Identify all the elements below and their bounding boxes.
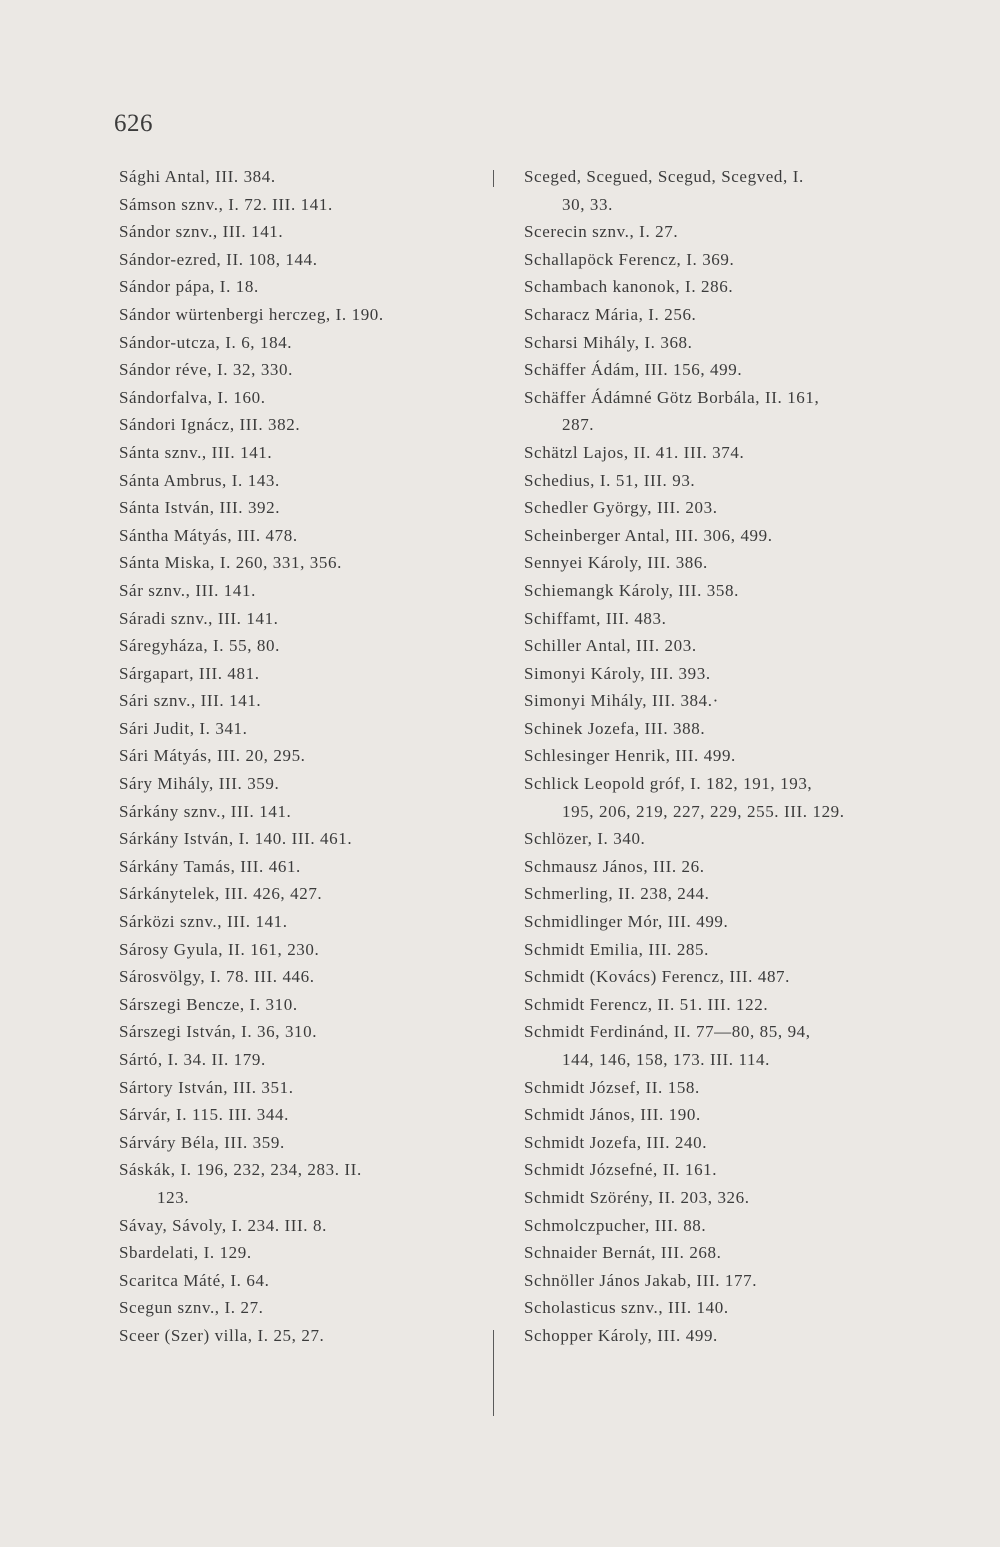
index-entry: Scaritca Máté, I. 64.: [119, 1270, 270, 1290]
index-entry: Sárváry Béla, III. 359.: [119, 1132, 285, 1152]
index-entry: Schätzl Lajos, II. 41. III. 374.: [524, 442, 745, 462]
index-entry: Sárközi sznv., III. 141.: [119, 912, 288, 932]
page-number: 626: [114, 110, 153, 137]
index-column-left: [119, 163, 489, 1350]
index-entry: Schmidt Ferencz, II. 51. III. 122.: [524, 994, 769, 1014]
index-entry: Schmidt (Kovács) Ferencz, III. 487.: [524, 967, 791, 987]
index-entry: Sárszegi István, I. 36, 310.: [119, 1022, 318, 1042]
index-entry: Schedler György, III. 203.: [524, 498, 718, 518]
index-entry: Sándor réve, I. 32, 330.: [119, 360, 293, 380]
index-entry: Simonyi Mihály, III. 384.·: [524, 691, 719, 711]
index-entry: Sárkánytelek, III. 426, 427.: [119, 884, 323, 904]
index-entry: Sándorfalva, I. 160.: [119, 387, 266, 407]
index-entry: Sári sznv., III. 141.: [119, 691, 262, 711]
index-entry: Sári Judit, I. 341.: [119, 718, 248, 738]
index-entry: Sándor sznv., III. 141.: [119, 222, 284, 242]
index-entry: Sártó, I. 34. II. 179.: [119, 1050, 266, 1069]
index-entry: Schmidt János, III. 190.: [524, 1105, 701, 1125]
index-entry: Schmidlinger Mór, III. 499.: [524, 912, 729, 932]
index-entry: Schlözer, I. 340.: [524, 829, 646, 849]
index-entry: Sántha Mátyás, III. 478.: [119, 525, 298, 545]
index-entry: Sándor würtenbergi herczeg, I. 190.: [119, 304, 384, 324]
index-entry: Sennyei Károly, III. 386.: [524, 553, 708, 573]
index-entry: Scharsi Mihály, I. 368.: [524, 332, 693, 352]
index-entry: Sándori Ignácz, III. 382.: [119, 415, 301, 435]
index-entry: Schmerling, II. 238, 244.: [524, 884, 710, 904]
index-entry: Schinek Jozefa, III. 388.: [524, 718, 706, 738]
column-divider-bottom: [493, 1330, 494, 1416]
index-entry: Scholasticus sznv., III. 140.: [524, 1298, 729, 1318]
index-entry: Schäffer Ádám, III. 156, 499.: [524, 360, 743, 380]
index-entry-continuation: 123.: [157, 1187, 190, 1207]
index-entry: Sávay, Sávoly, I. 234. III. 8.: [119, 1215, 327, 1235]
index-entry: Sánta sznv., III. 141.: [119, 442, 273, 462]
index-entry: Sárgapart, III. 481.: [119, 663, 260, 683]
index-entry: Sándor-utcza, I. 6, 184.: [119, 332, 293, 352]
index-entry: Schiffamt, III. 483.: [524, 608, 667, 628]
index-entry: Sághi Antal, III. 384.: [119, 167, 276, 186]
index-entry: Simonyi Károly, III. 393.: [524, 663, 711, 683]
index-entry: Schmidt József, II. 158.: [524, 1077, 700, 1097]
index-entry: Schlesinger Henrik, III. 499.: [524, 746, 736, 766]
index-entry-continuation: 144, 146, 158, 173. III. 114.: [562, 1050, 771, 1069]
index-entry: Schmidt Emilia, III. 285.: [524, 939, 709, 959]
index-entry: Sáregyháza, I. 55, 80.: [119, 636, 280, 656]
index-entry: Sárkány István, I. 140. III. 461.: [119, 829, 353, 849]
index-entry: Schmidt Józsefné, II. 161.: [524, 1160, 718, 1180]
index-entry: Sceer (Szer) villa, I. 25, 27.: [119, 1325, 325, 1345]
index-entry: Scheinberger Antal, III. 306, 499.: [524, 525, 773, 545]
index-entry: Sbardelati, I. 129.: [119, 1243, 252, 1263]
index-entry: Sári Mátyás, III. 20, 295.: [119, 746, 306, 766]
index-entry: Sceged, Scegued, Scegud, Scegved, I.: [524, 167, 804, 186]
index-entry-continuation: 287.: [562, 415, 595, 435]
index-entry: Sándor pápa, I. 18.: [119, 277, 259, 297]
index-entry: Sár sznv., III. 141.: [119, 580, 256, 600]
column-divider-top: [493, 170, 494, 187]
index-entry: Sáradi sznv., III. 141.: [119, 608, 279, 628]
index-entry: Sáskák, I. 196, 232, 234, 283. II.: [119, 1160, 362, 1180]
index-entry-continuation: 30, 33.: [562, 194, 613, 214]
index-entry: Schmolczpucher, III. 88.: [524, 1215, 707, 1235]
index-entry: Sárvár, I. 115. III. 344.: [119, 1105, 289, 1125]
index-entry: Sámson sznv., I. 72. III. 141.: [119, 194, 333, 214]
index-entry: Schedius, I. 51, III. 93.: [524, 470, 696, 490]
index-entry: Schnöller János Jakab, III. 177.: [524, 1270, 758, 1290]
index-entry: Scharacz Mária, I. 256.: [524, 304, 697, 324]
index-entry: Schmidt Szörény, II. 203, 326.: [524, 1187, 750, 1207]
index-entry: Sárkány sznv., III. 141.: [119, 801, 292, 821]
index-entry: Scegun sznv., I. 27.: [119, 1298, 264, 1318]
index-entry: Schäffer Ádámné Götz Borbála, II. 161,: [524, 387, 820, 407]
index-entry: Schallapöck Ferencz, I. 369.: [524, 249, 735, 269]
index-entry: Sánta Miska, I. 260, 331, 356.: [119, 553, 342, 573]
index-entry: Sánta Ambrus, I. 143.: [119, 470, 280, 490]
index-entry: Schmidt Ferdinánd, II. 77—80, 85, 94,: [524, 1022, 811, 1042]
index-entry: Scerecin sznv., I. 27.: [524, 222, 679, 242]
index-entry: Schiemangk Károly, III. 358.: [524, 580, 739, 600]
index-entry: Schopper Károly, III. 499.: [524, 1325, 718, 1345]
index-entry: Sárosy Gyula, II. 161, 230.: [119, 939, 320, 959]
index-entry: Sártory István, III. 351.: [119, 1077, 294, 1097]
index-entry: Sándor-ezred, II. 108, 144.: [119, 249, 318, 269]
index-entry: Schiller Antal, III. 203.: [524, 636, 697, 656]
index-entry: Schambach kanonok, I. 286.: [524, 277, 734, 297]
index-entry: Sárosvölgy, I. 78. III. 446.: [119, 967, 315, 987]
index-entry: Sárkány Tamás, III. 461.: [119, 856, 301, 876]
index-entry: Sáry Mihály, III. 359.: [119, 774, 280, 794]
index-entry-continuation: 195, 206, 219, 227, 229, 255. III. 129.: [562, 801, 845, 821]
index-entry: Schmausz János, III. 26.: [524, 856, 705, 876]
index-entry: Sánta István, III. 392.: [119, 498, 281, 518]
index-column-right: [524, 163, 884, 1350]
index-entry: Schmidt Jozefa, III. 240.: [524, 1132, 708, 1152]
index-entry: Schnaider Bernát, III. 268.: [524, 1243, 722, 1263]
index-entry: Sárszegi Bencze, I. 310.: [119, 994, 298, 1014]
index-entry: Schlick Leopold gróf, I. 182, 191, 193,: [524, 774, 813, 794]
